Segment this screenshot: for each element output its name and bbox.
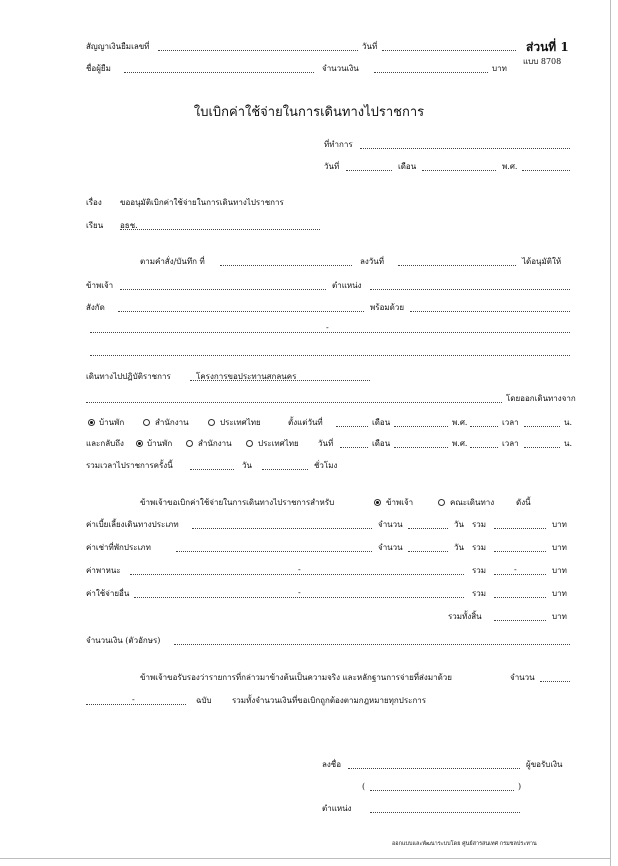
- allowance-label: ค่าเบี้ยเลี้ยงเดินทางประเภท: [86, 520, 179, 529]
- companions-field-1[interactable]: [90, 332, 570, 333]
- depart-hour-unit: น.: [564, 418, 573, 427]
- claim-for-row: [0, 496, 618, 510]
- origin-thailand-radio[interactable]: [208, 419, 215, 426]
- borrower-row: [0, 62, 618, 76]
- allowance-days-label: วัน: [454, 520, 464, 529]
- contract-date-label: วันที่: [362, 42, 378, 51]
- addressee-row: [0, 219, 618, 233]
- purpose-label: เดินทางไปปฏิบัติราชการ: [86, 372, 171, 381]
- contract-label: สัญญาเงินยืมเลขที่: [86, 42, 150, 51]
- return-month-label: เดือน: [372, 439, 391, 448]
- officer-label: ข้าพเจ้า: [86, 281, 114, 290]
- vehicle-dash: -: [298, 565, 301, 574]
- return-day-label: วันที่: [318, 439, 334, 448]
- amount-words-row: [0, 634, 618, 648]
- return-label: และกลับถึง: [86, 439, 124, 448]
- depart-year-label: พ.ศ.: [452, 418, 468, 427]
- order-date-field[interactable]: [398, 265, 516, 266]
- allowance-row: [0, 518, 618, 532]
- companions-row-1: [0, 322, 618, 336]
- document-date-row: [0, 160, 618, 174]
- as-follows-label: ดังนี้: [516, 498, 531, 507]
- other-sum-label: รวม: [472, 589, 487, 598]
- certification-text-1: ข้าพเจ้าขอรับรองว่ารายการที่กล่าวมาข้างต้นเป็นความจริง และหลักฐานการจ่ายที่ส่งมาด้วย: [140, 673, 452, 682]
- vehicle-baht-label: บาท: [552, 566, 567, 575]
- signature-row: [0, 758, 618, 772]
- copies-label: ฉบับ: [196, 696, 212, 705]
- document-day-field[interactable]: [346, 170, 392, 171]
- order-row: [0, 255, 618, 269]
- origin-home-label: บ้านพัก: [99, 418, 125, 427]
- other-expense-dash: -: [298, 588, 301, 597]
- return-office-label: สำนักงาน: [198, 439, 232, 448]
- loan-amount-field[interactable]: [374, 72, 488, 73]
- claim-group-label: คณะเดินทาง: [450, 498, 495, 507]
- printed-name-field[interactable]: [370, 790, 514, 791]
- claim-self-radio[interactable]: [374, 499, 381, 506]
- total-hours-field[interactable]: [262, 469, 308, 470]
- other-sum-field[interactable]: [494, 597, 546, 598]
- claim-intro: ข้าพเจ้าขอเบิกค่าใช้จ่ายในการเดินทางไปราชการสำหรับ: [140, 498, 335, 507]
- part-number: ส่วนที่ 1: [526, 40, 569, 54]
- vehicle-sum-field[interactable]: [494, 574, 546, 575]
- companions-dash: -: [326, 323, 329, 332]
- purpose-text: โครงการขอประทานสกลนคร: [196, 372, 297, 381]
- order-no-field[interactable]: [220, 265, 352, 266]
- allowance-sum-label: รวม: [472, 520, 487, 529]
- receipt-count-field[interactable]: [540, 681, 570, 682]
- order-no-label: ตามคำสั่ง/บันทึก ที่: [140, 257, 205, 266]
- along-with-field[interactable]: [410, 311, 570, 312]
- return-thailand-label: ประเทศไทย: [258, 439, 299, 448]
- lodging-sum-field[interactable]: [494, 551, 546, 552]
- receipt-copies-dash: -: [132, 695, 135, 704]
- certification-row-1: [0, 671, 618, 685]
- order-date-label: ลงวันที่: [360, 257, 385, 266]
- addressee-field[interactable]: [120, 229, 320, 230]
- grand-total-row: [0, 610, 618, 624]
- footer-credit: ออกแบบและพัฒนาระบบโดย ศูนย์สารสนเทศ กรมชลประทาน: [392, 841, 537, 847]
- signature-label: ลงชื่อ: [322, 760, 342, 769]
- return-year-field[interactable]: [470, 447, 498, 448]
- return-office-radio[interactable]: [186, 440, 193, 447]
- document-year-field[interactable]: [522, 170, 570, 171]
- origin-home-radio[interactable]: [88, 419, 95, 426]
- other-expense-row: [0, 587, 618, 601]
- lodging-type-field[interactable]: [176, 551, 372, 552]
- purpose-field[interactable]: [190, 380, 370, 381]
- printed-name-row: [0, 780, 618, 794]
- allowance-count-field[interactable]: [408, 528, 448, 529]
- along-with-label: พร้อมด้วย: [370, 303, 405, 312]
- signer-position-field[interactable]: [370, 812, 520, 813]
- certification-row-2: [0, 694, 618, 708]
- vehicle-detail-field[interactable]: [130, 574, 464, 575]
- grand-total-label: รวมทั้งสิ้น: [448, 612, 482, 621]
- vehicle-sum-dash: -: [514, 565, 517, 574]
- allowance-baht-label: บาท: [552, 520, 567, 529]
- contract-date-field[interactable]: [382, 50, 516, 51]
- document-month-label: เดือน: [398, 162, 417, 171]
- written-at-row: [0, 138, 618, 152]
- vehicle-label: ค่าพาหนะ: [86, 566, 121, 575]
- depart-detail-field[interactable]: [86, 402, 502, 403]
- affiliation-row: [0, 301, 618, 315]
- claim-self-label: ข้าพเจ้า: [386, 498, 414, 507]
- purpose-row: [0, 370, 618, 384]
- total-time-row: [0, 459, 618, 473]
- open-paren: (: [362, 782, 366, 791]
- written-at-label: ที่ทำการ: [324, 140, 353, 149]
- vehicle-sum-label: รวม: [472, 566, 487, 575]
- loan-amount-label: จำนวนเงิน: [322, 64, 359, 73]
- officer-row: [0, 279, 618, 293]
- loan-baht-label: บาท: [492, 64, 507, 73]
- subject-row: [0, 196, 618, 210]
- origin-office-label: สำนักงาน: [155, 418, 189, 427]
- total-days-label: วัน: [242, 461, 252, 470]
- total-days-field[interactable]: [190, 469, 234, 470]
- depart-from-row: [0, 392, 618, 406]
- officer-position-field[interactable]: [370, 289, 570, 290]
- total-time-label: รวมเวลาไปราชการครั้งนี้: [86, 461, 173, 470]
- depart-day-field[interactable]: [336, 426, 368, 427]
- amount-words-field[interactable]: [174, 644, 570, 645]
- grand-total-baht-label: บาท: [552, 612, 567, 621]
- borrower-name-field[interactable]: [124, 72, 314, 73]
- origin-thailand-label: ประเทศไทย: [220, 418, 261, 427]
- signature-field[interactable]: [348, 768, 520, 769]
- departure-row: [0, 416, 618, 430]
- subject-label: เรื่อง: [86, 198, 102, 207]
- claim-group-radio[interactable]: [438, 499, 445, 506]
- officer-name-field[interactable]: [120, 289, 326, 290]
- allowance-sum-field[interactable]: [494, 528, 546, 529]
- addressee-text: อธช.: [120, 221, 138, 230]
- document-year-label: พ.ศ.: [502, 162, 518, 171]
- affiliation-field[interactable]: [118, 311, 364, 312]
- other-expense-label: ค่าใช้จ่ายอื่น: [86, 589, 130, 598]
- total-hours-label: ชั่วโมง: [314, 461, 338, 470]
- other-baht-label: บาท: [552, 589, 567, 598]
- allowance-type-field[interactable]: [192, 528, 372, 529]
- return-thailand-radio[interactable]: [246, 440, 253, 447]
- lodging-row: [0, 541, 618, 555]
- signer-position-row: [0, 802, 618, 816]
- written-at-field[interactable]: [360, 148, 570, 149]
- form-code: แบบ 8708: [523, 57, 562, 66]
- form-title: ใบเบิกค่าใช้จ่ายในการเดินทางไปราชการ: [193, 104, 425, 120]
- return-day-field[interactable]: [340, 447, 368, 448]
- vehicle-row: [0, 564, 618, 578]
- approved-label: ได้อนุมัติให้: [522, 257, 562, 266]
- return-month-field[interactable]: [394, 447, 448, 448]
- companions-row-2: [0, 345, 618, 359]
- return-time-field[interactable]: [524, 447, 560, 448]
- allowance-count-label: จำนวน: [378, 520, 403, 529]
- amount-words-label: จำนวนเงิน (ตัวอักษร): [86, 636, 161, 645]
- lodging-sum-label: รวม: [472, 543, 487, 552]
- receipt-copies-field[interactable]: [86, 704, 186, 705]
- receipt-count-label: จำนวน: [510, 673, 535, 682]
- return-year-label: พ.ศ.: [452, 439, 468, 448]
- return-time-label: เวลา: [502, 439, 519, 448]
- lodging-days-label: วัน: [454, 543, 464, 552]
- return-hour-unit: น.: [564, 439, 573, 448]
- return-home-label: บ้านพัก: [147, 439, 173, 448]
- lodging-count-field[interactable]: [408, 551, 448, 552]
- depart-time-label: เวลา: [502, 418, 519, 427]
- borrower-label: ชื่อผู้ยืม: [86, 64, 111, 73]
- addressee-label: เรียน: [86, 221, 104, 230]
- affiliation-label: สังกัด: [86, 303, 105, 312]
- lodging-baht-label: บาท: [552, 543, 567, 552]
- depart-month-field[interactable]: [394, 426, 448, 427]
- lodging-count-label: จำนวน: [378, 543, 403, 552]
- depart-from-label: โดยออกเดินทางจาก: [506, 394, 576, 403]
- page-edge-bottom: [0, 858, 611, 859]
- document-day-label: วันที่: [324, 162, 340, 171]
- companions-field-2[interactable]: [90, 355, 570, 356]
- return-row: [0, 437, 618, 451]
- depart-year-field[interactable]: [470, 426, 498, 427]
- lodging-label: ค่าเช่าที่พักประเภท: [86, 543, 151, 552]
- grand-total-field[interactable]: [494, 620, 546, 621]
- document-month-field[interactable]: [422, 170, 496, 171]
- page-edge-right: [610, 0, 611, 866]
- depart-time-field[interactable]: [524, 426, 560, 427]
- depart-month-label: เดือน: [372, 418, 391, 427]
- contract-no-field[interactable]: [158, 50, 358, 51]
- certification-text-2: รวมทั้งจำนวนเงินที่ขอเบิกถูกต้องตามกฎหมายทุกประการ: [232, 696, 427, 705]
- return-home-radio[interactable]: [136, 440, 143, 447]
- signer-position-label: ตำแหน่ง: [322, 804, 352, 813]
- origin-office-radio[interactable]: [143, 419, 150, 426]
- close-paren: ): [518, 782, 522, 791]
- depart-since-label: ตั้งแต่วันที่: [288, 418, 323, 427]
- recipient-label: ผู้ขอรับเงิน: [526, 760, 563, 769]
- subject-text: ขออนุมัติเบิกค่าใช้จ่ายในการเดินทางไปราชการ: [120, 198, 284, 207]
- officer-position-label: ตำแหน่ง: [332, 281, 362, 290]
